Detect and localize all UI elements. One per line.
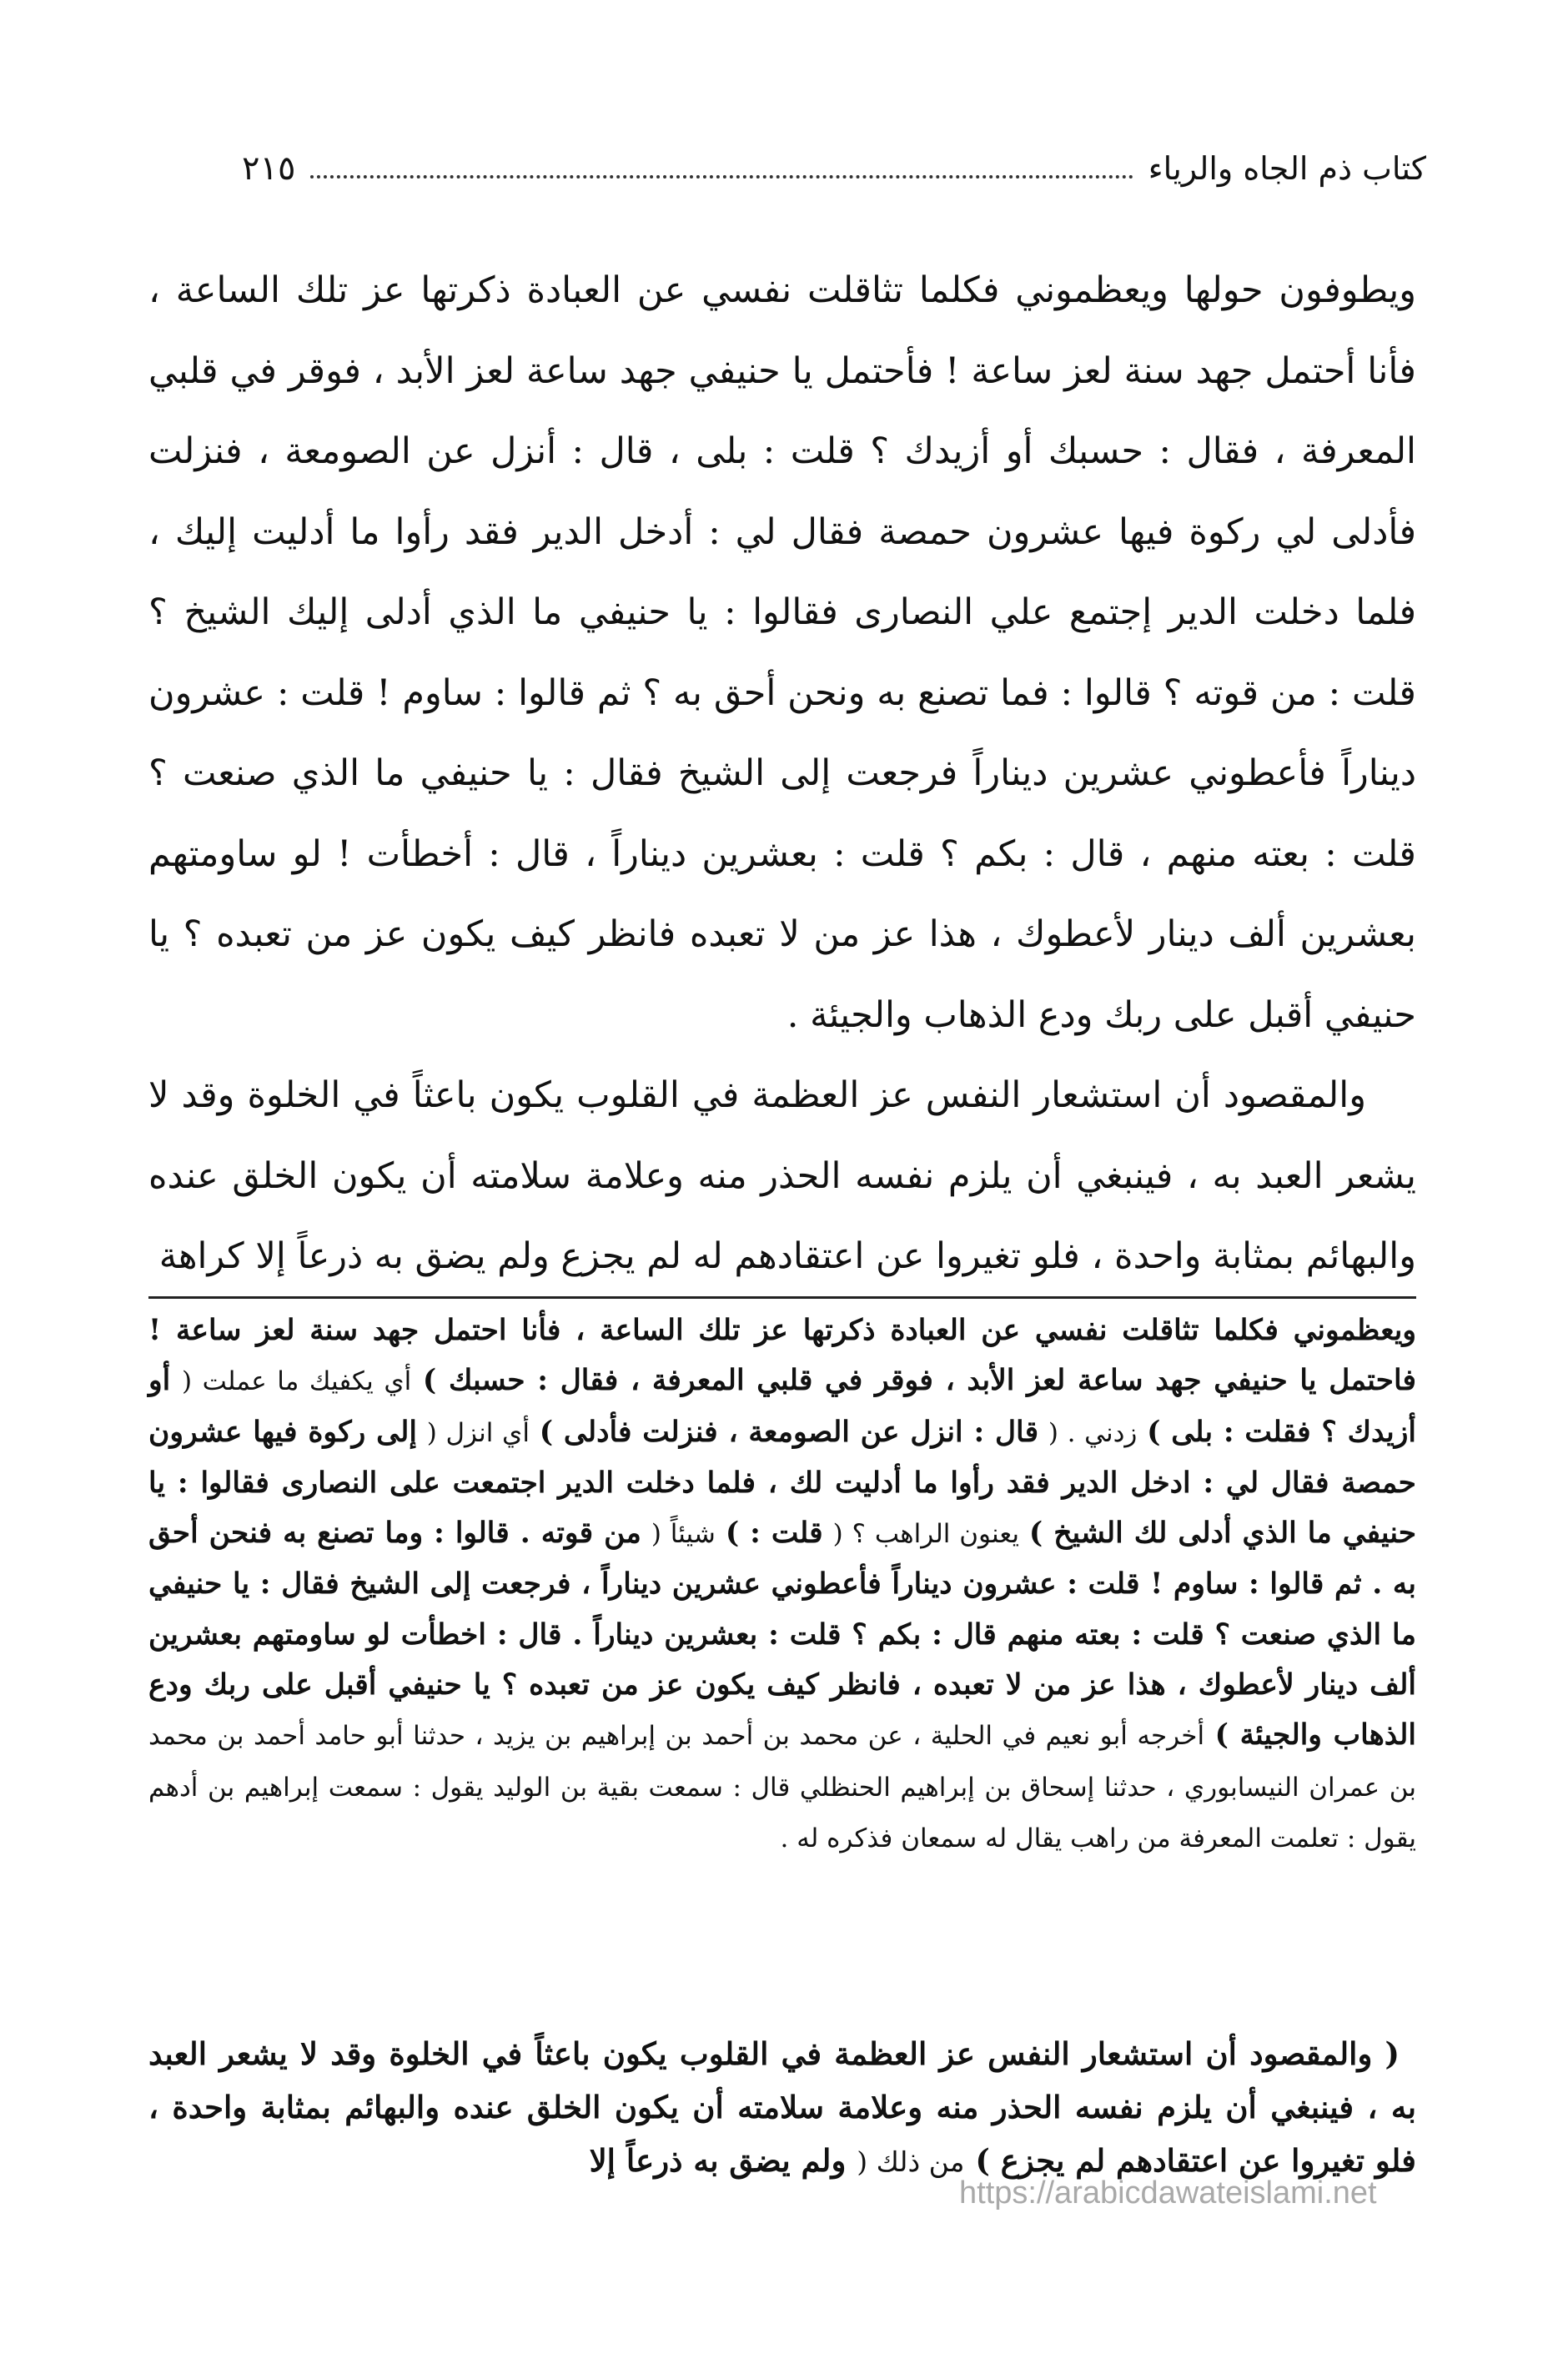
page-number: ٢١٥ xyxy=(242,149,296,188)
footnote-separator xyxy=(148,1296,1416,1299)
watermark-url: https://arabicdawateislami.net xyxy=(959,2175,1377,2211)
commentary-block xyxy=(148,1305,1416,1864)
main-text xyxy=(148,250,1416,1297)
quoted-text: من قوته . قالوا : وما تصنع به فنحن أحق به . ثم قالوا : ساوم ! قلت : عشرون ديناراً فأعطوني عشرين ديناراً ، فرجعت إلى الشيخ فقال : يا حنيفي ما الذي صنعت ؟ قلت : بعته منهم قال : بكم ؟ قلت : بعشرين ديناراً . قال : اخطأت لو ساومتهم بعشرين ألف دينار لأعطوك ، هذا عز من لا تعبده ، فانظر كيف يكون عز من تعبده ؟ يا حنيفي أقبل على ربك ودع الذهاب والجيئة ) xyxy=(148,1516,1416,1753)
explanation-text: يعنون الراهب ؟ ( xyxy=(832,1519,1019,1550)
quoted-text: قال : انزل عن الصومعة ، فنزلت فأدلى ) xyxy=(539,1415,1039,1449)
explanation-text: أي انزل ( xyxy=(426,1417,530,1448)
running-title: كتاب ذم الجاه والرياء xyxy=(1148,150,1426,187)
quoted-text: ( والمقصود أن استشعار النفس عز العظمة في القلوب يكون باعثاً في الخلوة وقد لا يشعر العبد به ، فينبغي أن يلزم نفسه الحذر منه وعلامة سلامته أن يكون الخلق عنده والبهائم بمثابة واحدة ، فلو تغيروا عن اعتقادهم لم يجزع ) xyxy=(148,2035,1416,2179)
commentary-paragraph-2 xyxy=(148,2027,1416,2189)
explanation-text: أي يكفيك ما عملت ( xyxy=(181,1366,412,1397)
main-paragraph-2: والمقصود أن استشعار النفس عز العظمة في القلوب يكون باعثاً في الخلوة وقد لا يشعر العبد به ، فينبغي أن يلزم نفسه الحذر منه وعلامة سلامته أن يكون الخلق عنده والبهائم بمثابة واحدة ، فلو تغيروا عن اعتقادهم له لم يجزع ولم يضق به ذرعاً إلا كراهة xyxy=(148,1074,1416,1277)
source-citation: أخرجه أبو نعيم في الحلية ، عن محمد بن أحمد بن إبراهيم بن يزيد ، حدثنا أبو حامد أحمد بن محمد بن عمران النيسابوري ، حدثنا إسحاق بن إبراهيم الحنظلي قال : سمعت بقية بن الوليد يقول : سمعت إبراهيم بن أدهم يقول : تعلمت المعرفة من راهب يقال له سمعان فذكره له . xyxy=(148,1721,1416,1853)
explanation-text: زدني . ( xyxy=(1048,1417,1138,1448)
quoted-text: إلى ركوة فيها عشرون حمصة فقال لي : ادخل الدير فقد رأوا ما أدليت لك ، فلما دخلت الدير اجتمعت على النصارى فقالوا : يا حنيفي ما الذي أدلى لك الشيخ ) xyxy=(148,1415,1417,1551)
leader-dots xyxy=(310,175,1133,179)
main-paragraph-1: ويطوفون حولها ويعظموني فكلما تثاقلت نفسي عن العبادة ذكرتها عز تلك الساعة ، فأنا أحتمل جهد سنة لعز ساعة ! فأحتمل يا حنيفي جهد ساعة لعز الأبد ، فوقر في قلبي المعرفة ، فقال : حسبك أو أزيدك ؟ قلت : بلى ، قال : أنزل عن الصومعة ، فنزلت فأدلى لي ركوة فيها عشرون حمصة فقال لي : أدخل الدير فقد رأوا ما أدليت إليك ، فلما دخلت الدير إجتمع علي النصارى فقالوا : يا حنيفي ما الذي أدلى إليك الشيخ ؟ قلت : من قوته ؟ قالوا : فما تصنع به ونحن أحق به ؟ ثم قالوا : ساوم ! قلت : عشرون ديناراً فأعطوني عشرين ديناراً فرجعت إلى الشيخ فقال : يا حنيفي ما الذي صنعت ؟ قلت : بعته منهم ، قال : بكم ؟ قلت : بعشرين ديناراً ، قال : أخطأت ! لو ساومتهم بعشرين ألف دينار لأعطوك ، هذا عز من لا تعبده فانظر كيف يكون عز من تعبده ؟ يا حنيفي أقبل على ربك ودع الذهاب والجيئة . xyxy=(148,269,1416,1036)
quoted-text: قلت : ) xyxy=(725,1516,823,1551)
commentary-continuation xyxy=(148,2027,1416,2189)
quoted-text: ويعظموني فكلما تثاقلت نفسي عن العبادة ذكرتها عز تلك الساعة ، فأنا احتمل جهد سنة لعز ساعة ! فاحتمل يا حنيفي جهد ساعة لعز الأبد ، فوقر في قلبي المعرفة ، فقال : حسبك ) xyxy=(148,1314,1417,1398)
commentary-paragraph-1 xyxy=(148,1305,1416,1864)
quoted-text: أو أزيدك ؟ فقلت : بلى ) xyxy=(148,1364,1416,1449)
quoted-text: ولم يضق به ذرعاً إلا xyxy=(589,2142,847,2179)
explanation-text: شيئاً ( xyxy=(651,1519,716,1550)
explanation-text: من ذلك ( xyxy=(857,2145,965,2178)
page-header xyxy=(242,143,1426,194)
